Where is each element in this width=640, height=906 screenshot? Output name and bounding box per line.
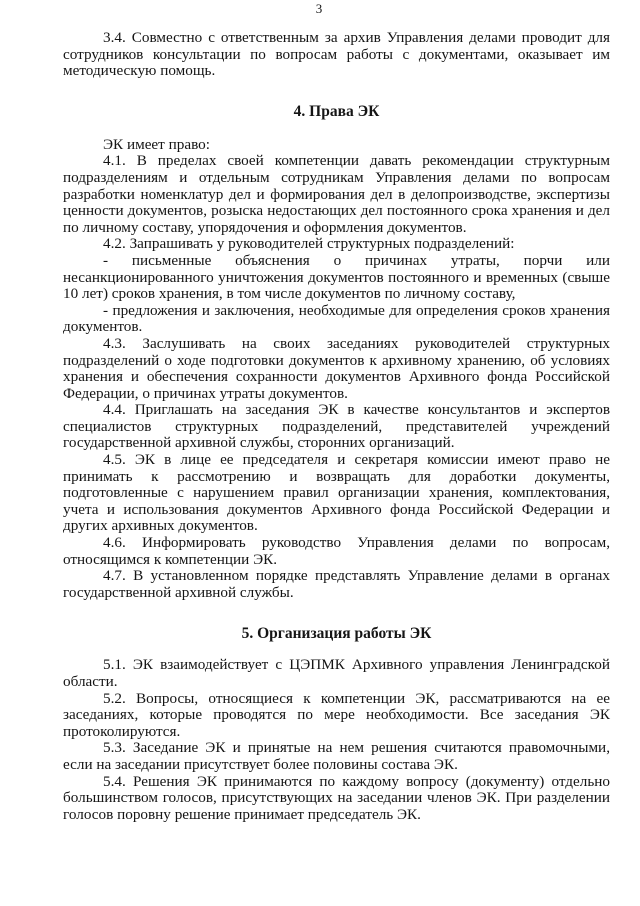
paragraph-5-4: 5.4. Решения ЭК принимаются по каждому вопросу (документу) отдельно большинством голосов, присутствующих на заседании членов ЭК. При разделении голосов поровну решение принимает председатель ЭК. — [63, 772, 610, 823]
section-heading-rights: 4. Права ЭК — [293, 102, 380, 120]
spacer — [63, 642, 610, 657]
section-heading-organization: 5. Организация работы ЭК — [241, 625, 432, 643]
page-number: 3 — [315, 1, 323, 16]
paragraph-rights-intro: ЭК имеет право: — [103, 135, 210, 153]
paragraph-4-5: 4.5. ЭК в лице ее председателя и секретаря комиссии имеют право не принимать к рассмотрению и возвращать для доработки документы, подготовленные с нарушением правил организации хранения, комплектования, учета и использования документов Архивного фонда Российской Федерации и других архивных документов. — [63, 451, 610, 535]
paragraph-4-2: 4.2. Запрашивать у руководителей структурных подразделений: — [103, 235, 515, 253]
paragraph-4-4: 4.4. Приглашать на заседания ЭК в качестве консультантов и экспертов специалистов структурных подразделений, представителей учреждений государственной архивной службы, сторонних организаций. — [63, 401, 610, 452]
paragraph-4-7: 4.7. В установленном порядке представлять Управление делами в органах государственной архивной службы. — [63, 567, 610, 601]
spacer — [63, 120, 610, 137]
paragraph-5-2: 5.2. Вопросы, относящиеся к компетенции ЭК, рассматриваются на ее заседаниях, которые проводятся по мере необходимости. Все заседания ЭК протоколируются. — [63, 689, 610, 740]
paragraph-4-1: 4.1. В пределах своей компетенции давать рекомендации структурным подразделениям и отдельным сотрудникам Управления делами по вопросам разработки номенклатур дел и формирования дел в делопроизводстве, экспертизы ценности документов, розыска недостающих дел постоянного срока хранения и дел по личному составу, упорядочения и оформления документов. — [63, 152, 610, 236]
paragraph-4-2-item-b: - предложения и заключения, необходимые для определения сроков хранения документов. — [63, 301, 610, 336]
paragraph-5-1: 5.1. ЭК взаимодействует с ЦЭПМК Архивного управления Ленинградской области. — [63, 656, 610, 690]
paragraph-4-2-item-a: - письменные объяснения о причинах утраты, порчи или несанкционированного уничтожения документов постоянного и временных (свыше 10 лет) сроков хранения, в том числе документов по личному составу, — [63, 251, 610, 303]
paragraph-3-4: 3.4. Совместно с ответственным за архив Управления делами проводит для сотрудников консультации по вопросам работы с документами, оказывает им методическую помощь. — [63, 29, 610, 80]
paragraph-4-6: 4.6. Информировать руководство Управления делами по вопросам, относящимся к компетенции ЭК. — [63, 534, 610, 568]
paragraph-5-3: 5.3. Заседание ЭК и принятые на нем решения считаются правомочными, если на заседании присутствует более половины состава ЭК. — [63, 739, 610, 773]
spacer — [63, 601, 610, 625]
paragraph-4-3: 4.3. Заслушивать на своих заседаниях руководителей структурных подразделений о ходе подготовки документов к архивному хранению, об условиях хранения и обеспечения сохранности документов Архивного фонда Российской Федерации, о причинах утраты документов. — [63, 334, 610, 402]
spacer — [63, 80, 610, 103]
document-body — [63, 30, 610, 823]
